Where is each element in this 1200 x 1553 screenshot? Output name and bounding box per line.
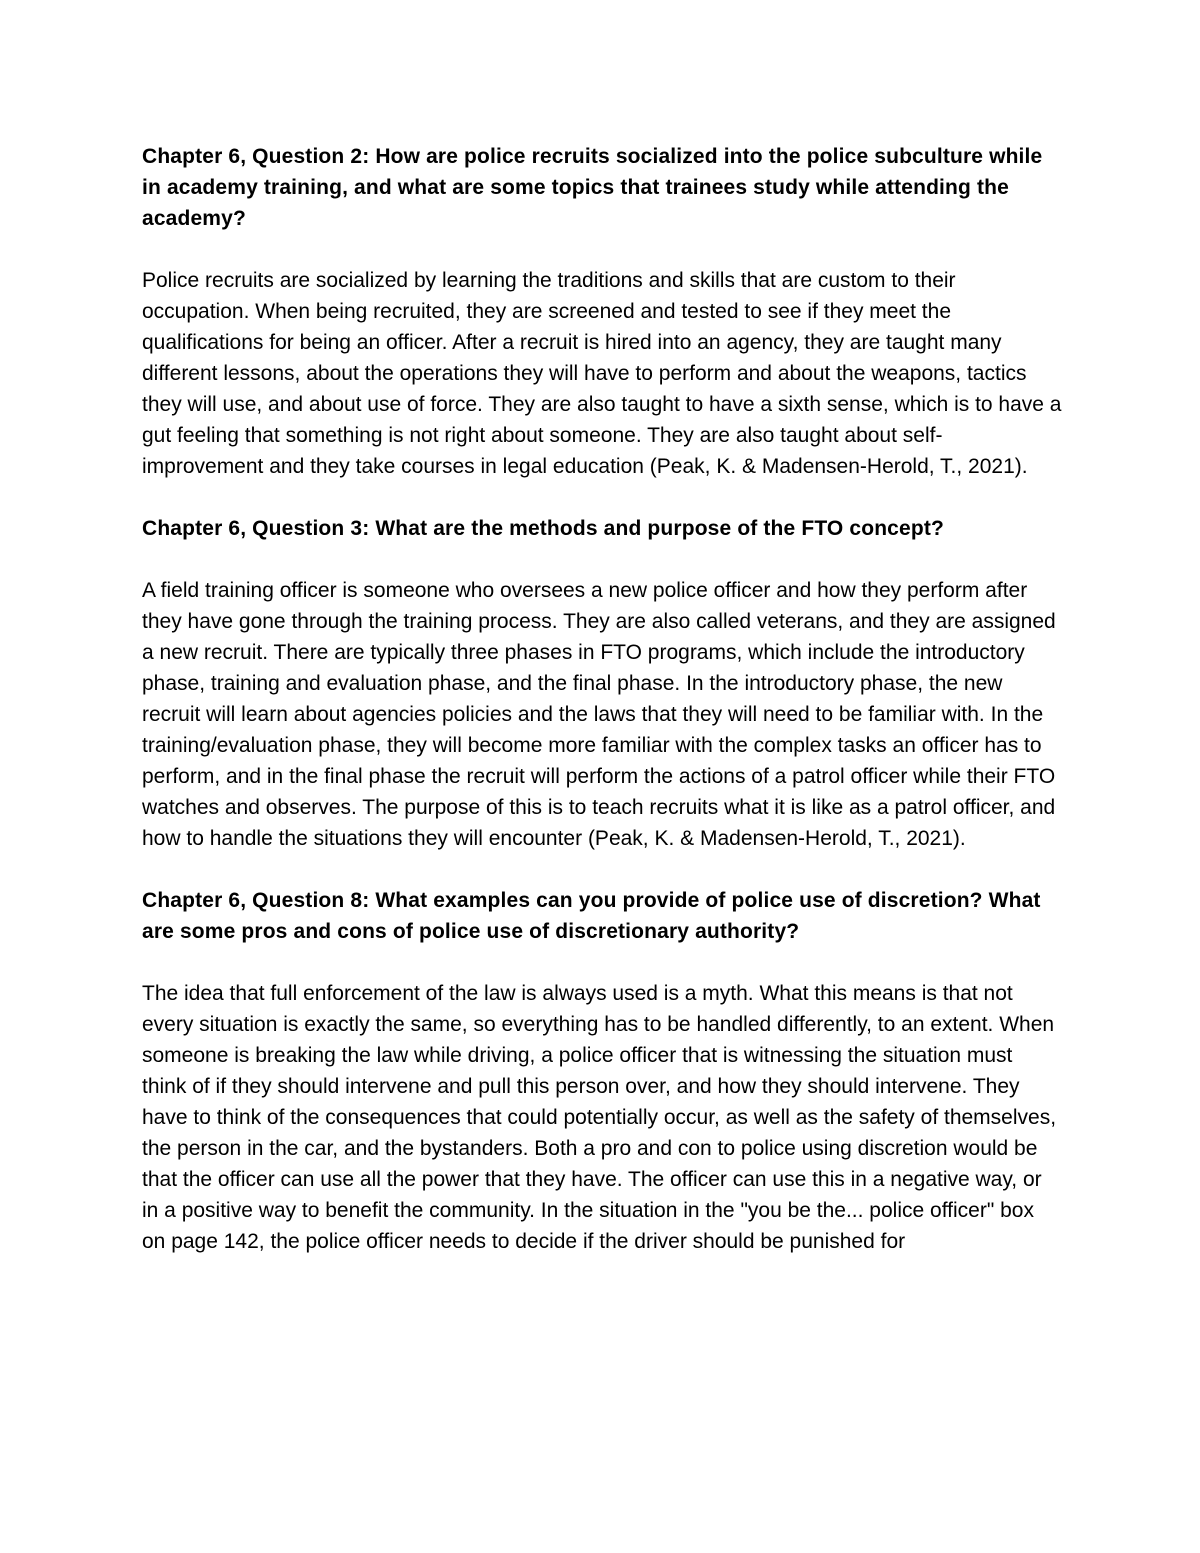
question-heading: Chapter 6, Question 8: What examples can you provide of police use of discretion? What are some pros and cons of police use of discretionary authority?	[142, 889, 1041, 943]
answer-paragraph: A field training officer is someone who oversees a new police officer and how they perform after they have gone through the training process. They are also called veterans, and they are assigned a new recruit. There are typically three phases in FTO programs, which include the introductory phase, training and evaluation phase, and the final phase. In the introductory phase, the new recruit will learn about agencies policies and the laws that they will need to be familiar with. In the training/evaluation phase, they will become more familiar with the complex tasks an officer has to perform, and in the final phase the recruit will perform the actions of a patrol officer while their FTO watches and observes. The purpose of this is to teach recruits what it is like as a patrol officer, and how to handle the situations they will encounter (Peak, K. & Madensen-Herold, T., 2021).	[142, 579, 1056, 850]
question-heading: Chapter 6, Question 3: What are the methods and purpose of the FTO concept?	[142, 517, 944, 540]
question-section-3	[142, 513, 1062, 854]
question-section-2	[142, 141, 1062, 482]
answer-paragraph: The idea that full enforcement of the law is always used is a myth. What this means is that not every situation is exactly the same, so everything has to be handled differently, to an extent. When someone is breaking the law while driving, a police officer that is witnessing the situation must think of if they should intervene and pull this person over, and how they should intervene. They have to think of the consequences that could potentially occur, as well as the safety of themselves, the person in the car, and the bystanders. Both a pro and con to police using discretion would be that the officer can use all the power that they have. The officer can use this in a negative way, or in a positive way to benefit the community. In the situation in the "you be the... police officer" box on page 142, the police officer needs to decide if the driver should be punished for	[142, 982, 1057, 1253]
question-section-8	[142, 885, 1062, 1257]
document-page	[142, 141, 1062, 1288]
question-heading: Chapter 6, Question 2: How are police recruits socialized into the police subculture while in academy training, and what are some topics that trainees study while attending the academy?	[142, 145, 1043, 230]
answer-paragraph: Police recruits are socialized by learning the traditions and skills that are custom to their occupation. When being recruited, they are screened and tested to see if they meet the qualifications for being an officer. After a recruit is hired into an agency, they are taught many different lessons, about the operations they will have to perform and about the weapons, tactics they will use, and about use of force. They are also taught to have a sixth sense, which is to have a gut feeling that something is not right about someone. They are also taught about self-improvement and they take courses in legal education (Peak, K. & Madensen-Herold, T., 2021).	[142, 269, 1062, 478]
